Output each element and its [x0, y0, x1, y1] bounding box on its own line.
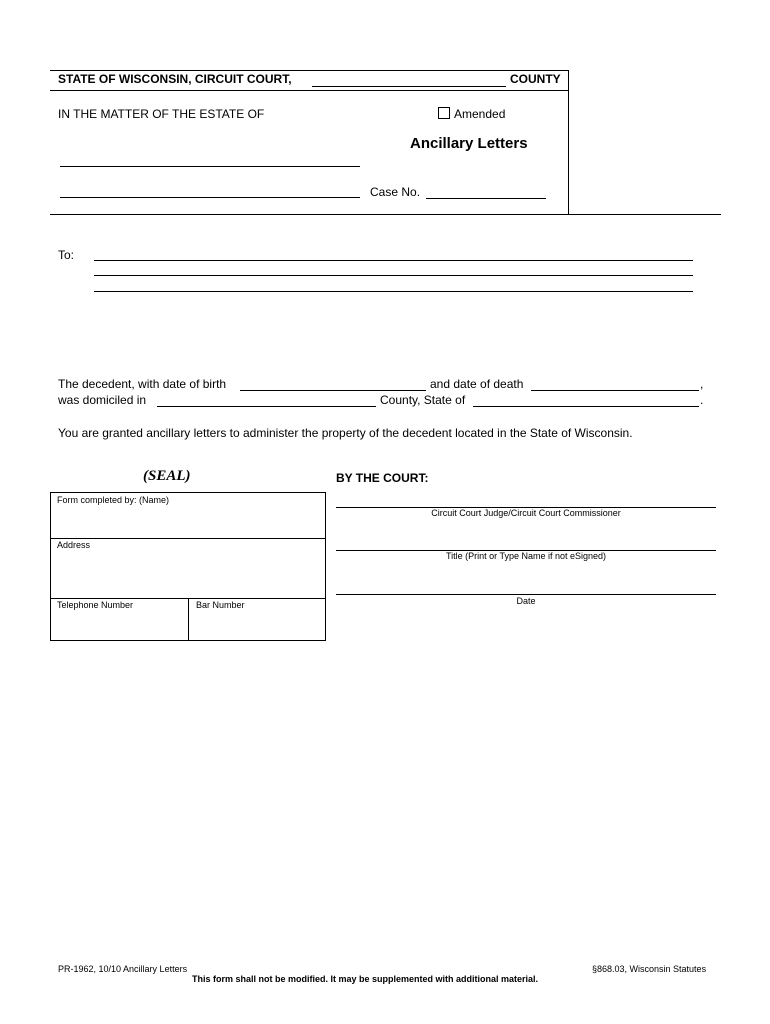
date-line[interactable]: [336, 594, 716, 595]
dob-label: The decedent, with date of birth: [58, 377, 227, 391]
county-state-label: County, State of: [380, 393, 466, 407]
by-the-court-label: BY THE COURT:: [336, 471, 429, 485]
dod-field[interactable]: [531, 390, 699, 391]
seal-label: (SEAL): [143, 468, 191, 484]
completed-by-label: Form completed by: (Name): [57, 495, 170, 505]
amended-checkbox[interactable]: [438, 107, 450, 119]
title-caption: Title (Print or Type Name if not eSigned): [445, 551, 607, 561]
state-court-label: STATE OF WISCONSIN, CIRCUIT COURT,: [58, 72, 292, 86]
address-label: Address: [57, 540, 91, 550]
modification-notice: This form shall not be modified. It may be supplemented with additional material.: [192, 974, 539, 984]
telephone-label: Telephone Number: [57, 600, 134, 610]
caption-right-border: [568, 70, 569, 215]
header-top-rule: [50, 70, 568, 71]
county-name-field[interactable]: [312, 86, 506, 87]
to-line-2[interactable]: [94, 275, 693, 276]
estate-of-label: IN THE MATTER OF THE ESTATE OF: [58, 107, 265, 121]
estate-name-line-1[interactable]: [60, 166, 360, 167]
case-no-field[interactable]: [426, 198, 546, 199]
domicile-county-field[interactable]: [157, 406, 376, 407]
header-bottom-rule: [50, 90, 568, 91]
estate-name-line-2[interactable]: [60, 197, 360, 198]
form-id: PR-1962, 10/10 Ancillary Letters: [58, 964, 188, 974]
form-title: Ancillary Letters: [410, 135, 528, 152]
completed-by-divider: [51, 538, 326, 539]
date-caption: Date: [516, 596, 536, 606]
bar-number-label: Bar Number: [196, 600, 245, 610]
dob-field[interactable]: [240, 390, 426, 391]
to-line-3[interactable]: [94, 291, 693, 292]
judge-caption: Circuit Court Judge/Circuit Court Commissioner: [431, 508, 621, 518]
domiciled-label: was domiciled in: [58, 393, 147, 407]
phone-bar-divider: [188, 598, 189, 641]
line1-comma: ,: [700, 377, 704, 391]
domicile-state-field[interactable]: [473, 406, 699, 407]
amended-label: Amended: [454, 107, 506, 121]
form-completed-box: [50, 492, 326, 641]
dod-label: and date of death: [430, 377, 524, 391]
granted-statement: You are granted ancillary letters to administer the property of the decedent located in the State of Wisconsin.: [58, 426, 633, 440]
to-label: To:: [58, 248, 75, 262]
county-label: COUNTY: [510, 72, 561, 86]
caption-bottom-rule: [50, 214, 721, 215]
to-line-1[interactable]: [94, 260, 693, 261]
line2-period: .: [700, 393, 704, 407]
case-no-label: Case No.: [370, 185, 421, 199]
statute-reference: §868.03, Wisconsin Statutes: [592, 964, 707, 974]
